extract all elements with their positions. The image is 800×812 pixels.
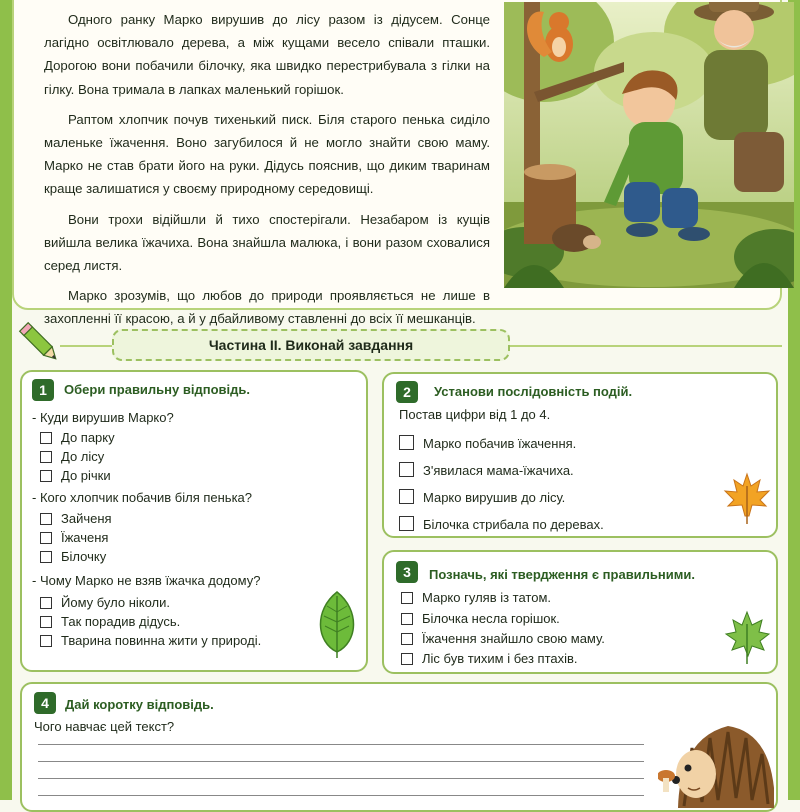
task-number: 3 (396, 561, 418, 583)
task-2-card (382, 372, 778, 538)
part-heading: Частина II. Виконай завдання (112, 329, 510, 361)
statement-item[interactable]: Ліс був тихим і без птахів. (401, 651, 578, 667)
hedgehog-icon (658, 718, 776, 808)
leaf-icon (314, 590, 360, 660)
checkbox[interactable] (40, 597, 52, 609)
question: - Куди вирушив Марко? (32, 410, 174, 425)
option[interactable]: Йому було ніколи. (40, 595, 170, 611)
checkbox[interactable] (40, 513, 52, 525)
number-box[interactable] (399, 435, 414, 450)
number-box[interactable] (399, 489, 414, 504)
option[interactable]: Білочку (40, 549, 106, 565)
statement-item[interactable]: Білочка несла горішок. (401, 611, 560, 627)
answer-line[interactable] (38, 778, 644, 779)
option[interactable]: Так порадив дідусь. (40, 614, 180, 630)
divider-line (60, 345, 112, 347)
task-4-card (20, 682, 778, 812)
task-title: Установи послідовність подій. (434, 384, 633, 399)
task-title: Дай коротку відповідь. (65, 697, 214, 712)
leaf-icon (722, 610, 772, 666)
checkbox[interactable] (40, 432, 52, 444)
task-number: 2 (396, 381, 418, 403)
option[interactable]: До парку (40, 430, 115, 446)
option[interactable]: До лісу (40, 449, 104, 465)
checkbox[interactable] (40, 635, 52, 647)
task-number: 1 (32, 379, 54, 401)
forest-scene-image (504, 2, 794, 288)
answer-line[interactable] (38, 761, 644, 762)
task-title: Позначь, які твердження є правильними. (429, 567, 695, 582)
story-paragraph: Одного ранку Марко вирушив до лісу разом із дідусем. Сонце лагідно освітлювало дерева, а між кущами весело співали пташки. Дорогою вони побачили білочку, яка швидко перестрибувала з гілки на гілку. Вона тримала в лапках маленький горішок. (44, 12, 490, 97)
sequence-item[interactable]: Марко вирушив до лісу. (399, 489, 565, 505)
task-title: Обери правильну відповідь. (64, 382, 250, 397)
page-frame-left (0, 0, 12, 800)
instruction: Постав цифри від 1 до 4. (399, 407, 551, 422)
checkbox[interactable] (40, 532, 52, 544)
story-paragraph: Вони трохи відійшли й тихо спостерігали. Незабаром із кущів вийшла велика їжачиха. Вона знайшла малюка, і вони разом сховалися серед листя. (44, 211, 490, 274)
option[interactable]: Їжаченя (40, 530, 108, 546)
maple-leaf-icon (722, 472, 772, 526)
task-number: 4 (34, 692, 56, 714)
checkbox[interactable] (40, 470, 52, 482)
number-box[interactable] (399, 516, 414, 531)
pencil-icon (18, 314, 68, 369)
divider-line (510, 345, 782, 347)
checkbox[interactable] (401, 613, 413, 625)
question: Чого навчає цей текст? (34, 719, 175, 734)
question: - Чому Марко не взяв їжачка додому? (32, 573, 261, 588)
checkbox[interactable] (40, 451, 52, 463)
checkbox[interactable] (40, 551, 52, 563)
story-paragraph: Марко зрозумів, що любов до природи проявляється не лише в захопленні її красою, а й у дбайливому ставленні до всіх її мешканців. (44, 288, 490, 327)
sequence-item[interactable]: Марко побачив їжачення. (399, 435, 576, 451)
story-card (12, 0, 782, 327)
sequence-item[interactable]: Білочка стрибала по деревах. (399, 516, 604, 532)
option[interactable]: До річки (40, 468, 111, 484)
task-1-card (20, 370, 368, 672)
answer-line[interactable] (38, 744, 644, 745)
task-3-card (382, 550, 778, 674)
option[interactable]: Зайченя (40, 511, 112, 527)
option[interactable]: Тварина повинна жити у природі. (40, 633, 261, 649)
checkbox[interactable] (401, 653, 413, 665)
checkbox[interactable] (401, 633, 413, 645)
sequence-item[interactable]: З'явилася мама-їжачиха. (399, 462, 574, 478)
checkbox[interactable] (401, 592, 413, 604)
question: - Кого хлопчик побачив біля пенька? (32, 490, 253, 505)
statement-item[interactable]: Їжачення знайшло свою маму. (401, 631, 605, 647)
story-illustration (504, 2, 794, 308)
story-paragraph: Раптом хлопчик почув тихенький писк. Біля старого пенька сиділо маленьке їжачення. Воно загубилося й не могло знайти свою маму. Марко не став брати його на руки. Дідусь пояснив, що диким тваринам краще залишатися у своєму природному середовищі. (44, 111, 490, 197)
story-text (44, 8, 490, 338)
checkbox[interactable] (40, 616, 52, 628)
number-box[interactable] (399, 462, 414, 477)
answer-line[interactable] (38, 795, 644, 796)
statement-item[interactable]: Марко гуляв із татом. (401, 590, 551, 606)
